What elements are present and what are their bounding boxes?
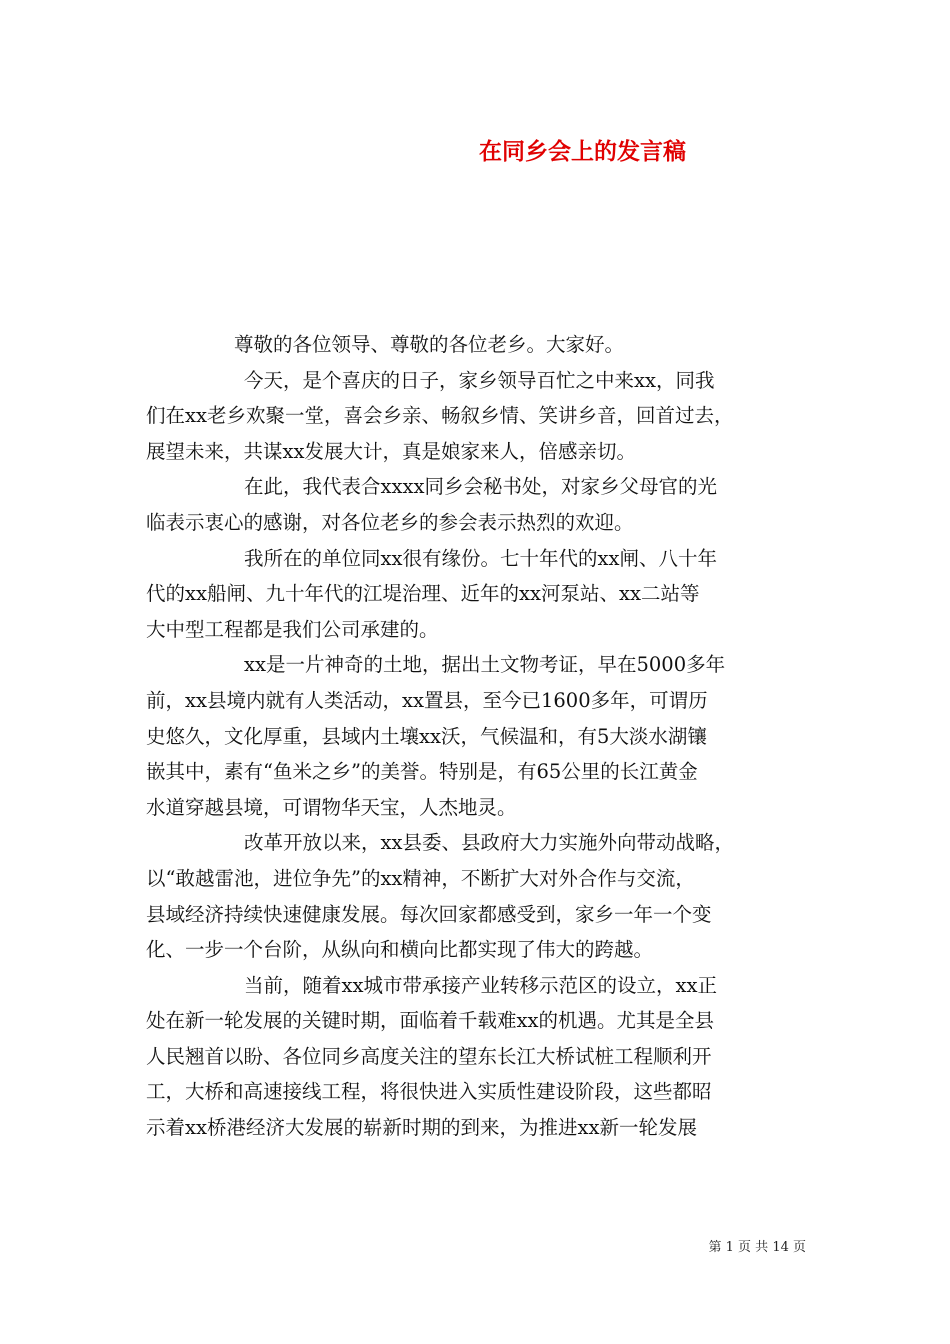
- text-line: 人民翘首以盼、各位同乡高度关注的望东长江大桥试桩工程顺利开: [146, 1044, 712, 1068]
- text-line: 工，大桥和高速接线工程，将很快进入实质性建设阶段，这些都昭: [146, 1080, 712, 1104]
- document-title: 在同乡会上的发言稿: [479, 138, 686, 165]
- text-line: 代的xx船闸、九十年代的江堤治理、近年的xx河泵站、xx二站等: [146, 582, 700, 606]
- text-line: 当前，随着xx城市带承接产业转移示范区的设立，xx正: [244, 973, 717, 997]
- text-line: 水道穿越县境，可谓物华天宝，人杰地灵。: [146, 795, 517, 819]
- text-line: 们在xx老乡欢聚一堂，喜会乡亲、畅叙乡情、笑讲乡音，回首过去，: [146, 404, 734, 428]
- text-line: 前，xx县境内就有人类活动，xx置县，至今已1600多年，可谓历: [146, 688, 708, 712]
- text-line: 嵌其中，素有“鱼米之乡”的美誉。特别是，有65公里的长江黄金: [146, 760, 698, 784]
- text-line: 以“敢越雷池，进位争先”的xx精神，不断扩大对外合作与交流，: [146, 866, 695, 890]
- text-line: 临表示衷心的感谢，对各位老乡的参会表示热烈的欢迎。: [146, 510, 634, 534]
- text-line: 尊敬的各位领导、尊敬的各位老乡。大家好。: [234, 333, 625, 356]
- document-body: [146, 327, 816, 1146]
- text-line: 史悠久，文化厚重，县域内土壤xx沃，气候温和，有5大淡水湖镶: [146, 724, 707, 748]
- text-line: 改革开放以来，xx县委、县政府大力实施外向带动战略，: [244, 831, 734, 855]
- text-line: 化、一步一个台阶，从纵向和横向比都实现了伟大的跨越。: [146, 938, 654, 962]
- text-line: 示着xx桥港经济大发展的崭新时期的到来，为推进xx新一轮发展: [146, 1116, 697, 1140]
- text-line: 我所在的单位同xx很有缘份。七十年代的xx闸、八十年: [244, 546, 717, 570]
- text-line: 大中型工程都是我们公司承建的。: [146, 617, 439, 641]
- text-line: 县域经济持续快速健康发展。每次回家都感受到，家乡一年一个变: [146, 902, 712, 926]
- text-line: xx是一片神奇的土地，据出土文物考证，早在5000多年: [244, 653, 726, 677]
- text-line: 处在新一轮发展的关键时期，面临着千载难xx的机遇。尤其是全县: [146, 1009, 714, 1033]
- text-line: 在此，我代表合xxxx同乡会秘书处，对家乡父母官的光: [244, 475, 717, 499]
- text-line: 展望未来，共谋xx发展大计，真是娘家来人，倍感亲切。: [146, 439, 636, 463]
- text-line: 今天，是个喜庆的日子，家乡领导百忙之中来xx，同我: [244, 368, 715, 392]
- page-footer: 第 1 页 共 14 页: [708, 1240, 806, 1255]
